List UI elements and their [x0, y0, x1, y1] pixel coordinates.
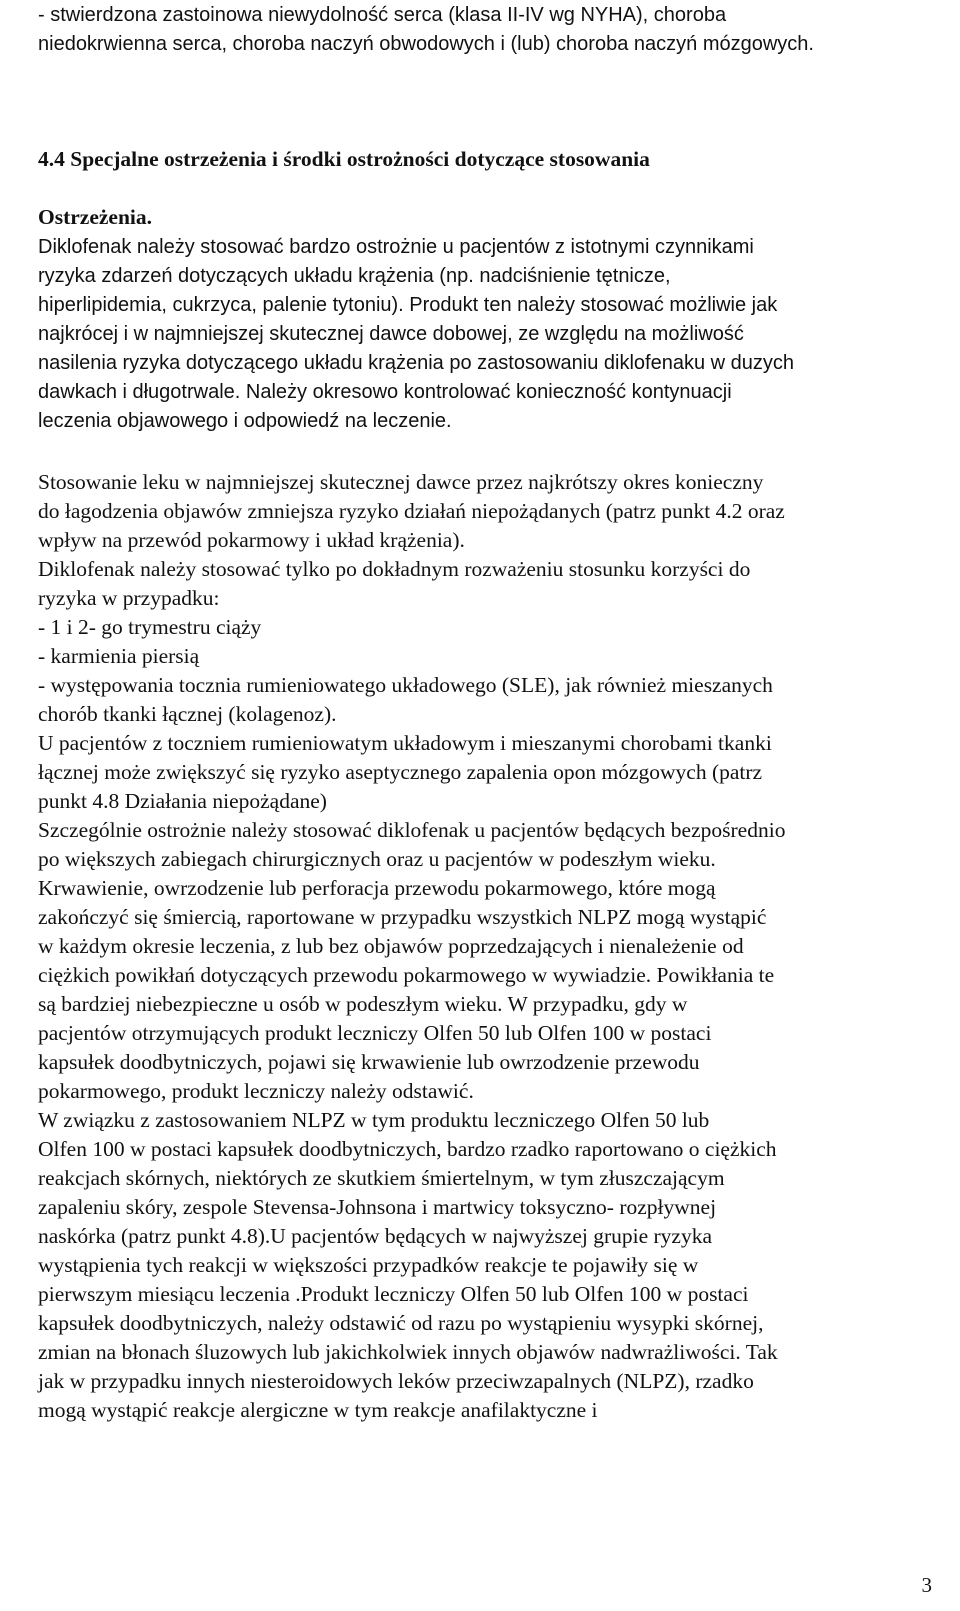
text-line — [38, 29, 814, 59]
text-run: ryzyka w przypadku: — [38, 586, 220, 610]
text-line — [38, 787, 327, 816]
text-run: pierwszym miesiącu leczenia .Produkt leczniczy Olfen 50 lub Olfen 100 w postaci — [38, 1282, 749, 1306]
text-run: najkrócej i w najmniejszej skutecznej dawce dobowej, ze względu na możliwość — [38, 323, 744, 345]
text-run: nasilenia ryzyka dotyczącego układu krążenia po zastosowaniu diklofenaku w duzych — [38, 352, 794, 374]
text-line — [38, 816, 785, 845]
text-run: punkt 4.8 Działania niepożądane) — [38, 789, 327, 813]
text-line — [38, 526, 465, 555]
text-line — [38, 584, 220, 613]
text-line — [38, 1396, 598, 1425]
text-run: zakończyć się śmiercią, raportowane w przypadku wszystkich NLPZ mogą wystąpić — [38, 905, 767, 929]
text-line — [38, 377, 732, 407]
text-run: Diklofenak należy stosować tylko po dokładnym rozważeniu stosunku korzyści do — [38, 557, 751, 581]
text-run: dawkach i długotrwale. — [38, 381, 246, 403]
text-run: Olfen 100 w postaci kapsułek doodbytniczych, bardzo rzadko raportowano o ciężkich — [38, 1137, 777, 1161]
text-run: Produkt ten należy stosować możliwie jak — [409, 294, 778, 316]
text-line — [38, 729, 772, 758]
text-line — [38, 406, 452, 436]
text-line — [38, 700, 336, 729]
text-line — [38, 468, 763, 497]
text-run: - karmienia piersią — [38, 644, 200, 668]
text-run: hiperlipidemia, cukrzyca, palenie tytoniu). — [38, 294, 410, 316]
text-run: łącznej może zwiększyć się ryzyko aseptycznego zapalenia opon mózgowych (patrz — [38, 760, 763, 784]
text-line — [38, 1048, 700, 1077]
text-run: Krwawienie, owrzodzenie lub perforacja przewodu pokarmowego, które mogą — [38, 876, 716, 900]
text-run: Ostrzeżenia. — [38, 205, 153, 229]
text-run: Należy okresowo kontrolować konieczność kontynuacji — [245, 381, 732, 403]
text-line — [38, 990, 687, 1019]
text-line — [38, 613, 261, 642]
page-number: 3 — [921, 1573, 932, 1597]
text-line — [38, 1251, 698, 1280]
text-run: zmian na błonach śluzowych lub jakichkolwiek innych objawów nadwrażliwości. Tak — [38, 1340, 778, 1364]
text-run: jak w przypadku innych niesteroidowych leków przeciwzapalnych (NLPZ), rzadko — [38, 1369, 754, 1393]
text-line — [38, 0, 726, 30]
text-run: wystąpienia tych reakcji w większości przypadków reakcje te pojawiły się w — [38, 1253, 699, 1277]
text-run: w każdym okresie leczenia, z lub bez objawów poprzedzających i nienależenie od — [38, 934, 744, 958]
text-run: leczenia objawowego i odpowiedź na leczenie. — [38, 410, 452, 432]
text-line — [38, 319, 744, 349]
text-run: zapaleniu skóry, zespole Stevensa-Johnsona i martwicy toksyczno- rozpływnej — [38, 1195, 717, 1219]
text-run: wpływ na przewód pokarmowy i układ krążenia). — [38, 528, 465, 552]
text-run: Diklofenak należy stosować bardzo ostrożnie u pacjentów z istotnymi czynnikami — [38, 236, 754, 258]
text-run: ciężkich powikłań dotyczących przewodu pokarmowego w wywiadzie. Powikłania te — [38, 963, 775, 987]
text-line — [38, 1077, 474, 1106]
text-line — [38, 203, 152, 232]
text-line — [38, 1106, 709, 1135]
text-line — [38, 290, 777, 320]
text-line — [38, 1367, 754, 1396]
text-run: nadciśnienie tętnicze, — [479, 265, 671, 287]
text-line — [38, 642, 199, 671]
text-line — [38, 1135, 777, 1164]
text-line — [38, 497, 785, 526]
text-run: ryzyka zdarzeń dotyczących układu krążenia (np. — [38, 265, 480, 287]
text-line — [38, 1164, 725, 1193]
text-run: W związku z zastosowaniem NLPZ w tym produktu leczniczego Olfen 50 lub — [38, 1108, 710, 1132]
text-line — [38, 961, 774, 990]
text-line — [38, 1222, 712, 1251]
text-run: - stwierdzona zastoinowa niewydolność serca (klasa II-IV wg NYHA), choroba — [38, 4, 727, 26]
text-run: mogą wystąpić reakcje alergiczne w tym reakcje anafilaktyczne i — [38, 1398, 598, 1422]
text-run: - 1 i 2- go trymestru ciąży — [38, 615, 262, 639]
text-run: reakcjach skórnych, niektórych ze skutkiem śmiertelnym, w tym złuszczającym — [38, 1166, 725, 1190]
text-line — [38, 1193, 716, 1222]
text-run: kapsułek doodbytniczych, pojawi się krwawienie lub owrzodzenie przewodu — [38, 1050, 700, 1074]
text-run: chorób tkanki łącznej (kolagenoz). — [38, 702, 337, 726]
text-run: niedokrwienna serca, choroba naczyń obwodowych i (lub) choroba naczyń mózgowych. — [38, 33, 814, 55]
text-line — [38, 758, 762, 787]
text-line — [38, 1019, 711, 1048]
text-line — [38, 232, 754, 262]
text-line — [38, 348, 794, 378]
text-run: są bardziej niebezpieczne u osób w podeszłym wieku. W przypadku, gdy w — [38, 992, 688, 1016]
text-line — [38, 903, 766, 932]
text-line — [38, 671, 773, 700]
text-line — [38, 1338, 778, 1367]
text-line — [38, 932, 744, 961]
text-line — [38, 145, 650, 174]
text-line — [38, 845, 716, 874]
text-run: naskórka (patrz punkt 4.8).U pacjentów będących w najwyższej grupie ryzyka — [38, 1224, 713, 1248]
text-run: kapsułek doodbytniczych, należy odstawić od razu po wystąpieniu wysypki skórnej, — [38, 1311, 764, 1335]
text-run: pokarmowego, produkt leczniczy należy odstawić. — [38, 1079, 474, 1103]
text-run: 4.4 Specjalne ostrzeżenia i środki ostrożności dotyczące stosowania — [38, 147, 650, 171]
text-run: pacjentów otrzymujących produkt leczniczy Olfen 50 lub Olfen 100 w postaci — [38, 1021, 712, 1045]
text-run: Stosowanie leku w najmniejszej skutecznej dawce przez najkrótszy okres konieczny — [38, 470, 764, 494]
text-line — [38, 1309, 763, 1338]
text-run: po większych zabiegach chirurgicznych oraz u pacjentów w podeszłym wieku. — [38, 847, 716, 871]
text-run: U pacjentów z toczniem rumieniowatym układowym i mieszanymi chorobami tkanki — [38, 731, 772, 755]
text-line — [38, 555, 750, 584]
text-run: do łagodzenia objawów zmniejsza ryzyko działań niepożądanych (patrz punkt 4.2 oraz — [38, 499, 785, 523]
text-line — [38, 1280, 748, 1309]
text-run: - występowania tocznia rumieniowatego układowego (SLE), jak również mieszanych — [38, 673, 773, 697]
text-line — [38, 261, 671, 291]
text-run: Szczególnie ostrożnie należy stosować diklofenak u pacjentów będących bezpośrednio — [38, 818, 786, 842]
text-line — [38, 874, 716, 903]
